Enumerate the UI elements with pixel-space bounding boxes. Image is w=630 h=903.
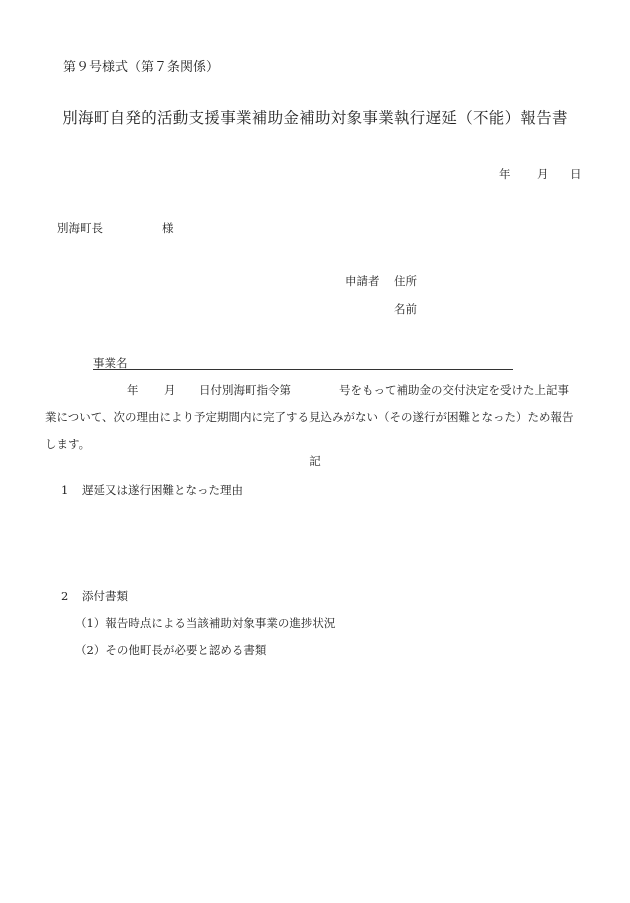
applicant-address-label: 住所 [394,274,417,288]
date-month-label: 月 [537,167,549,181]
section-2-number: 2 [61,589,69,603]
attachment-item-2: （2）その他町長が必要と認める書類 [75,643,267,657]
body-line1-directive: 日付別海町指令第 [199,383,291,397]
section-1-title: 遅延又は遂行困難となった理由 [82,483,243,497]
section-2-title: 添付書類 [82,589,128,603]
date-day-label: 日 [570,167,582,181]
section-2 [61,588,128,604]
applicant-label: 申請者 [345,274,380,288]
addressee-honorific: 様 [162,221,174,235]
body-line3: します。 [45,437,91,451]
section-1 [61,482,243,498]
form-number: 第９号様式（第７条関係） [63,60,220,75]
body-line1-end: 号をもって補助金の交付決定を受けた上記事 [339,383,569,397]
applicant-name-label: 名前 [394,302,417,316]
attachment-item-1: （1）報告時点による当該補助対象事業の進捗状況 [75,616,336,630]
project-name-label: 事業名 [93,356,128,370]
project-name-underline [93,369,513,370]
addressee-name: 別海町長 [57,221,103,235]
document-title: 別海町自発的活動支援事業補助金補助対象事業執行遅延（不能）報告書 [62,109,568,127]
body-line2: 業について、次の理由により予定期間内に完了する見込みがない（その遂行が困難となった）ため報告 [45,410,574,424]
record-heading: 記 [309,454,321,468]
date-year-label: 年 [499,167,511,181]
body-line1-month: 月 [164,383,176,397]
section-1-number: 1 [61,483,69,497]
body-line1-year: 年 [127,383,139,397]
